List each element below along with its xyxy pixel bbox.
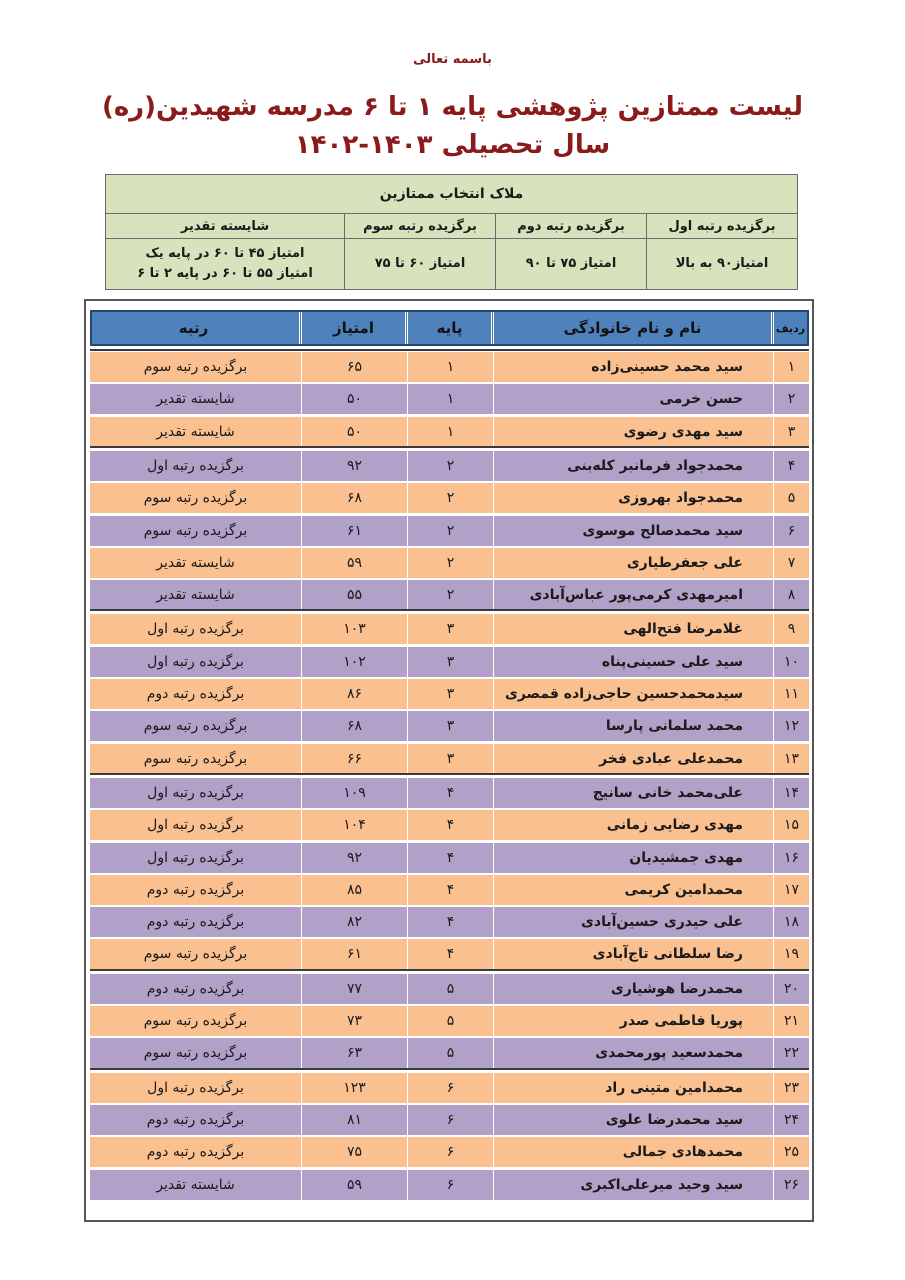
row-score: ۸۵	[301, 875, 407, 905]
row-score: ۶۱	[301, 939, 407, 969]
table-row	[90, 778, 809, 809]
table-row	[90, 417, 809, 448]
row-name: مهدی جمشیدیان	[493, 843, 773, 873]
table-row	[90, 451, 809, 482]
row-radif: ۱۳	[773, 744, 809, 774]
row-score: ۸۱	[301, 1105, 407, 1135]
table-row	[90, 810, 809, 841]
row-score: ۱۰۴	[301, 810, 407, 840]
row-grade: ۳	[407, 647, 493, 677]
row-score: ۶۱	[301, 516, 407, 546]
row-rank: شایسته تقدیر	[156, 587, 235, 604]
table-row	[90, 744, 809, 775]
row-grade: ۳	[407, 679, 493, 709]
grade-group-separator	[90, 969, 809, 971]
row-grade: ۵	[407, 974, 493, 1004]
criteria-table	[105, 174, 798, 290]
row-radif: ۲۶	[773, 1170, 809, 1200]
grade-group-separator	[90, 446, 809, 448]
row-grade: ۳	[407, 744, 493, 774]
row-name: سید محمدرضا علوی	[493, 1105, 773, 1135]
row-score: ۶۸	[301, 711, 407, 741]
table-row	[90, 939, 809, 970]
row-name: مهدی رضایی زمانی	[493, 810, 773, 840]
row-rank: شایسته تقدیر	[156, 391, 235, 408]
grade-group-separator	[90, 609, 809, 611]
row-name: حسن خرمی	[493, 384, 773, 414]
row-radif: ۱۲	[773, 711, 809, 741]
bismillah-heading: باسمه تعالی	[413, 52, 492, 67]
column-header-grade: پایه	[405, 312, 491, 344]
table-row	[90, 352, 809, 383]
row-grade: ۵	[407, 1006, 493, 1036]
row-rank: برگزیده رتبه سوم	[143, 946, 248, 963]
row-score: ۶۶	[301, 744, 407, 774]
table-row	[90, 1038, 809, 1069]
row-rank: برگزیده رتبه سوم	[143, 718, 248, 735]
row-grade: ۲	[407, 516, 493, 546]
row-name: علی‌محمد خانی سانیج	[493, 778, 773, 808]
row-name: محمدرضا هوشیاری	[493, 974, 773, 1004]
row-grade: ۲	[407, 580, 493, 610]
row-name: محمد سلمانی پارسا	[493, 711, 773, 741]
row-score: ۷۳	[301, 1006, 407, 1036]
row-rank: برگزیده رتبه سوم	[143, 359, 248, 375]
row-grade: ۴	[407, 778, 493, 808]
row-radif: ۶	[773, 516, 809, 546]
row-rank: برگزیده رتبه سوم	[143, 490, 248, 507]
row-grade: ۴	[407, 843, 493, 873]
row-name: امیرمهدی کرمی‌پور عباس‌آبادی	[493, 580, 773, 610]
row-grade: ۱	[407, 417, 493, 447]
row-name: سید مهدی رضوی	[493, 417, 773, 447]
row-name: رضا سلطانی تاج‌آبادی	[493, 939, 773, 969]
academic-year-title: سال تحصیلی ۱۴۰۳-۱۴۰۲	[294, 130, 611, 160]
criteria-label-third: برگزیده رتبه سوم	[345, 214, 496, 239]
row-name: پوریا فاطمی صدر	[493, 1006, 773, 1036]
row-radif: ۷	[773, 548, 809, 578]
row-score: ۷۷	[301, 974, 407, 1004]
table-row	[90, 580, 809, 611]
row-radif: ۲	[773, 384, 809, 414]
table-row	[90, 548, 809, 579]
criteria-value-honorable-line2: امتیاز ۵۵ تا ۶۰ در پایه ۲ تا ۶	[137, 266, 313, 281]
results-table-header	[90, 310, 809, 346]
row-name: سید علی حسینی‌پناه	[493, 647, 773, 677]
row-radif: ۱۹	[773, 939, 809, 969]
row-rank: برگزیده رتبه دوم	[146, 686, 245, 702]
row-score: ۱۰۹	[301, 778, 407, 808]
table-row	[90, 711, 809, 742]
row-name: سید محمد حسینی‌زاده	[493, 352, 773, 382]
row-radif: ۱۴	[773, 778, 809, 808]
row-radif: ۲۳	[773, 1073, 809, 1103]
row-rank: برگزیده رتبه دوم	[146, 1144, 245, 1161]
row-radif: ۳	[773, 417, 809, 447]
row-rank: برگزیده رتبه اول	[147, 653, 244, 670]
row-score: ۵۰	[301, 417, 407, 447]
row-score: ۵۹	[301, 548, 407, 578]
table-row	[90, 843, 809, 874]
table-row	[90, 384, 809, 415]
row-score: ۱۲۳	[301, 1073, 407, 1103]
row-grade: ۳	[407, 711, 493, 741]
row-rank: برگزیده رتبه دوم	[146, 914, 245, 931]
row-name: محمدجواد بهروزی	[493, 483, 773, 513]
table-row	[90, 647, 809, 678]
row-score: ۹۲	[301, 843, 407, 873]
row-rank: برگزیده رتبه اول	[147, 817, 244, 834]
row-score: ۸۶	[301, 679, 407, 709]
row-score: ۱۰۲	[301, 647, 407, 677]
row-rank: برگزیده رتبه سوم	[143, 1013, 248, 1029]
row-score: ۶۸	[301, 483, 407, 513]
column-header-score: امتیاز	[299, 312, 405, 344]
table-row	[90, 1137, 809, 1168]
row-rank: برگزیده رتبه اول	[147, 457, 244, 474]
criteria-value-second: امتیاز ۷۵ تا ۹۰	[496, 239, 647, 290]
grade-group-separator	[90, 1068, 809, 1070]
column-header-rank: رتبه	[178, 319, 209, 337]
page-title: لیست ممتازین پژوهشی پایه ۱ تا ۶ مدرسه شهیدین(ره)	[101, 92, 804, 122]
row-score: ۹۲	[301, 451, 407, 481]
row-grade: ۴	[407, 875, 493, 905]
row-grade: ۲	[407, 548, 493, 578]
row-grade: ۴	[407, 907, 493, 937]
row-name: علی حیدری حسین‌آبادی	[493, 907, 773, 937]
row-radif: ۱۶	[773, 843, 809, 873]
row-rank: برگزیده رتبه دوم	[146, 881, 245, 898]
table-row	[90, 516, 809, 547]
row-rank: شایسته تقدیر	[156, 554, 235, 571]
criteria-value-honorable	[106, 239, 345, 290]
row-radif: ۱۷	[773, 875, 809, 905]
grade-group-separator	[90, 773, 809, 775]
row-radif: ۱	[773, 352, 809, 382]
criteria-label-second: برگزیده رتبه دوم	[496, 214, 647, 239]
row-name: محمدامین متینی راد	[493, 1073, 773, 1103]
row-grade: ۴	[407, 810, 493, 840]
row-radif: ۸	[773, 580, 809, 610]
row-name: سیدمحمدحسین حاجی‌زاده قمصری	[493, 679, 773, 709]
grade-group-separator	[90, 349, 809, 351]
row-score: ۵۵	[301, 580, 407, 610]
row-radif: ۲۴	[773, 1105, 809, 1135]
row-name: غلامرضا فتح‌الهی	[493, 614, 773, 644]
row-grade: ۶	[407, 1170, 493, 1200]
row-rank: برگزیده رتبه اول	[147, 784, 244, 801]
row-rank: شایسته تقدیر	[156, 423, 235, 440]
row-score: ۵۰	[301, 384, 407, 414]
table-row	[90, 679, 809, 710]
column-header-radif: ردیف	[771, 312, 807, 344]
table-row	[90, 1170, 809, 1201]
row-radif: ۲۲	[773, 1038, 809, 1068]
row-score: ۵۹	[301, 1170, 407, 1200]
row-score: ۶۵	[301, 352, 407, 382]
table-row	[90, 875, 809, 906]
row-rank: برگزیده رتبه اول	[147, 621, 244, 638]
row-radif: ۲۵	[773, 1137, 809, 1167]
table-row	[90, 1006, 809, 1037]
row-name: محمدهادی جمالی	[493, 1137, 773, 1167]
row-grade: ۶	[407, 1073, 493, 1103]
table-row	[90, 1105, 809, 1136]
table-row	[90, 1073, 809, 1104]
row-rank: برگزیده رتبه اول	[147, 1079, 244, 1096]
row-radif: ۹	[773, 614, 809, 644]
criteria-value-honorable-line1: امتیاز ۴۵ تا ۶۰ در پایه یک	[145, 246, 305, 261]
row-radif: ۵	[773, 483, 809, 513]
row-grade: ۶	[407, 1105, 493, 1135]
row-rank: برگزیده رتبه سوم	[143, 1045, 248, 1062]
row-score: ۶۳	[301, 1038, 407, 1068]
criteria-value-first: امتیاز۹۰ به بالا	[647, 239, 798, 290]
row-rank: شایسته تقدیر	[156, 1176, 235, 1193]
row-radif: ۱۵	[773, 810, 809, 840]
criteria-label-first: برگزیده رتبه اول	[647, 214, 798, 239]
row-grade: ۲	[407, 483, 493, 513]
table-row	[90, 483, 809, 514]
row-rank: برگزیده رتبه دوم	[146, 1111, 245, 1128]
row-grade: ۱	[407, 384, 493, 414]
row-score: ۷۵	[301, 1137, 407, 1167]
row-radif: ۱۱	[773, 679, 809, 709]
row-name: محمدامین کریمی	[493, 875, 773, 905]
row-grade: ۳	[407, 614, 493, 644]
table-row	[90, 907, 809, 938]
row-grade: ۱	[407, 352, 493, 382]
row-name: علی جعفرطیاری	[493, 548, 773, 578]
row-name: سید محمدصالح موسوی	[493, 516, 773, 546]
row-name: سید وحید میرعلی‌اکبری	[493, 1170, 773, 1200]
table-row	[90, 974, 809, 1005]
row-name: محمدجواد فرمانبر کله‌بنی	[493, 451, 773, 481]
row-grade: ۶	[407, 1137, 493, 1167]
row-rank: برگزیده رتبه اول	[147, 849, 244, 866]
row-radif: ۲۰	[773, 974, 809, 1004]
row-grade: ۴	[407, 939, 493, 969]
row-grade: ۵	[407, 1038, 493, 1068]
row-radif: ۱۸	[773, 907, 809, 937]
table-row	[90, 614, 809, 645]
row-radif: ۱۰	[773, 647, 809, 677]
row-name: محمدعلی عبادی فخر	[493, 744, 773, 774]
row-radif: ۴	[773, 451, 809, 481]
column-header-name: نام و نام خانوادگی	[491, 312, 771, 344]
row-radif: ۲۱	[773, 1006, 809, 1036]
criteria-title: ملاک انتخاب ممتازین	[106, 175, 798, 214]
row-rank: برگزیده رتبه سوم	[143, 522, 248, 539]
row-grade: ۲	[407, 451, 493, 481]
criteria-value-third: امتیاز ۶۰ تا ۷۵	[345, 239, 496, 290]
row-score: ۸۲	[301, 907, 407, 937]
criteria-label-honorable: شایسته تقدیر	[106, 214, 345, 239]
row-rank: برگزیده رتبه سوم	[143, 750, 248, 767]
row-name: محمدسعید پورمحمدی	[493, 1038, 773, 1068]
row-rank: برگزیده رتبه دوم	[146, 980, 245, 997]
row-score: ۱۰۳	[301, 614, 407, 644]
